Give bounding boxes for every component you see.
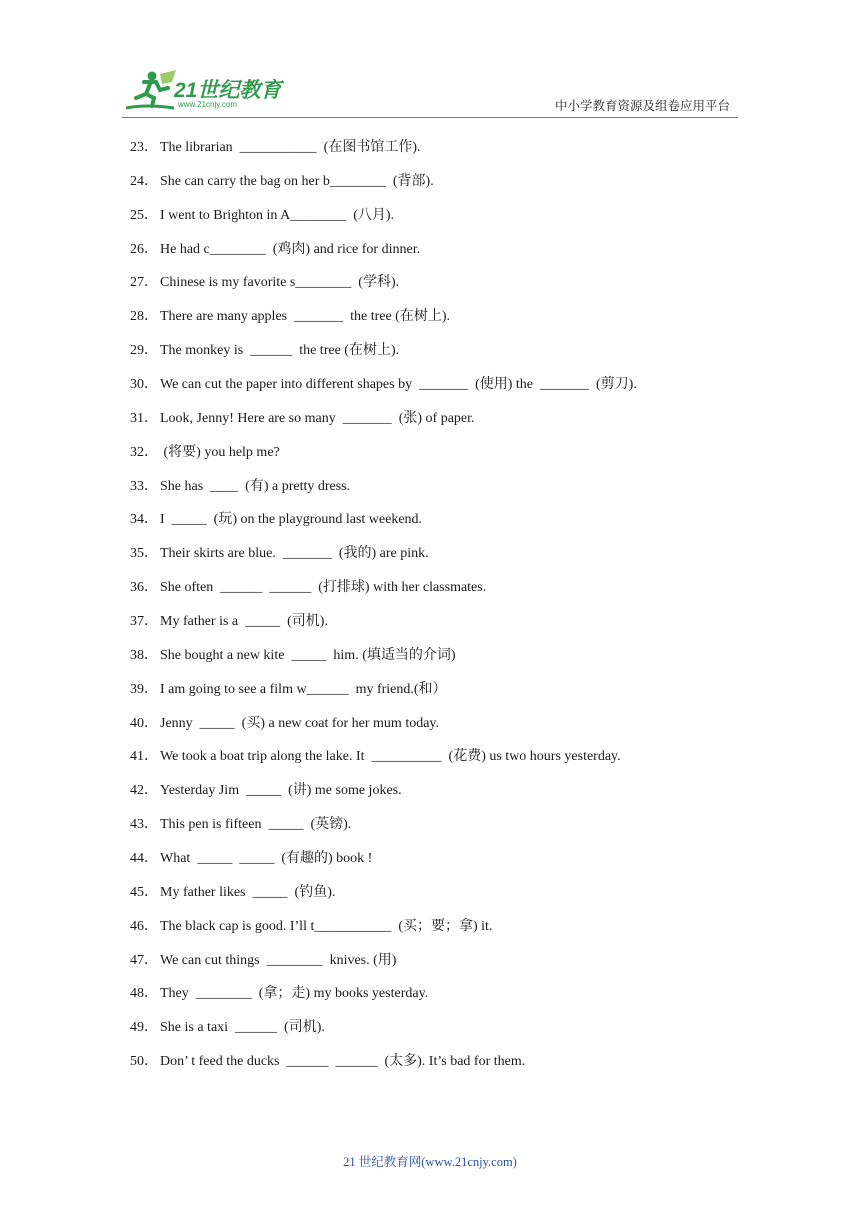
question-item bbox=[130, 876, 750, 910]
question-number: 35． bbox=[130, 546, 158, 562]
question-text: We can cut things ________ knives. (用) bbox=[160, 952, 397, 968]
question-item bbox=[130, 774, 750, 808]
question-text: Chinese is my favorite s________ (学科). bbox=[160, 275, 400, 291]
question-text: There are many apples _______ the tree (在树上). bbox=[160, 309, 451, 325]
question-number: 40． bbox=[130, 715, 158, 731]
question-item bbox=[130, 910, 750, 944]
question-number: 46． bbox=[130, 918, 158, 934]
question-text: She can carry the bag on her b________ (背部). bbox=[160, 173, 434, 189]
question-text: Don’ t feed the ducks ______ ______ (太多). It’s bad for them. bbox=[160, 1054, 526, 1070]
question-item bbox=[130, 944, 750, 978]
question-number: 42． bbox=[130, 783, 158, 799]
question-item bbox=[130, 977, 750, 1011]
logo-url: www.21cnjy.com bbox=[178, 100, 237, 109]
question-text: My father is a _____ (司机). bbox=[160, 614, 328, 630]
question-number: 31． bbox=[130, 410, 158, 426]
question-number: 33． bbox=[130, 478, 158, 494]
question-number: 43． bbox=[130, 817, 158, 833]
question-text: (将要) you help me? bbox=[160, 444, 280, 460]
question-text: We took a boat trip along the lake. It __________ (花费) us two hours yesterday. bbox=[160, 749, 621, 765]
question-number: 49． bbox=[130, 1020, 158, 1036]
question-item bbox=[130, 266, 750, 300]
question-number: 27． bbox=[130, 275, 158, 291]
question-number: 50． bbox=[130, 1054, 158, 1070]
question-number: 29． bbox=[130, 343, 158, 359]
question-text: She is a taxi ______ (司机). bbox=[160, 1020, 325, 1036]
question-text: The black cap is good. I’ll t___________ (买；要；拿) it. bbox=[160, 918, 493, 934]
question-text: She has ____ (有) a pretty dress. bbox=[160, 478, 351, 494]
question-text: We can cut the paper into different shapes by _______ (使用) the _______ (剪刀). bbox=[160, 377, 637, 393]
question-item bbox=[130, 165, 750, 199]
question-text: I _____ (玩) on the playground last weekend. bbox=[160, 512, 423, 528]
question-text: Their skirts are blue. _______ (我的) are pink. bbox=[160, 546, 429, 562]
question-number: 34． bbox=[130, 512, 158, 528]
question-number: 26． bbox=[130, 241, 158, 257]
platform-name: 中小学教育资源及组卷应用平台 bbox=[554, 98, 730, 113]
question-item bbox=[130, 402, 750, 436]
question-text: I went to Brighton in A________ (八月). bbox=[160, 207, 395, 223]
question-item bbox=[130, 233, 750, 267]
question-item bbox=[130, 808, 750, 842]
question-item bbox=[130, 503, 750, 537]
question-number: 23． bbox=[130, 140, 158, 155]
question-item bbox=[130, 537, 750, 571]
question-number: 48． bbox=[130, 986, 158, 1002]
question-item bbox=[130, 639, 750, 673]
question-text: The librarian ___________ (在图书馆工作). bbox=[160, 140, 421, 155]
page-footer bbox=[0, 1152, 860, 1170]
question-text: Yesterday Jim _____ (讲) me some jokes. bbox=[160, 783, 402, 799]
question-text: My father likes _____ (钓鱼). bbox=[160, 884, 336, 900]
question-number: 47． bbox=[130, 952, 158, 968]
question-number: 24． bbox=[130, 173, 158, 189]
question-text: The monkey is ______ the tree (在树上). bbox=[160, 343, 400, 359]
question-item bbox=[130, 1045, 750, 1079]
question-number: 38． bbox=[130, 647, 158, 663]
question-item bbox=[130, 470, 750, 504]
question-text: Jenny _____ (买) a new coat for her mum today. bbox=[160, 715, 440, 731]
question-text: She bought a new kite _____ him. (填适当的介词) bbox=[160, 647, 456, 663]
question-text: This pen is fifteen _____ (英镑). bbox=[160, 817, 352, 833]
question-text: I am going to see a film w______ my friend.(和） bbox=[160, 681, 447, 697]
question-list bbox=[130, 131, 750, 1079]
footer-link[interactable]: 21 世纪教育网(www.21cnjy.com) bbox=[343, 1155, 517, 1169]
question-item bbox=[130, 740, 750, 774]
question-text: What _____ _____ (有趣的) book ! bbox=[160, 851, 373, 867]
question-item bbox=[130, 605, 750, 639]
question-number: 37． bbox=[130, 614, 158, 630]
question-item bbox=[130, 300, 750, 334]
question-number: 45． bbox=[130, 884, 158, 900]
header-divider bbox=[122, 117, 738, 118]
question-number: 36． bbox=[130, 580, 158, 596]
logo bbox=[122, 68, 292, 116]
question-item bbox=[130, 334, 750, 368]
question-item bbox=[130, 571, 750, 605]
question-number: 30． bbox=[130, 377, 158, 393]
running-figure-logo-icon bbox=[122, 68, 182, 116]
question-item bbox=[130, 707, 750, 741]
question-item bbox=[130, 436, 750, 470]
question-text: Look, Jenny! Here are so many _______ (张) of paper. bbox=[160, 410, 475, 426]
question-number: 32． bbox=[130, 444, 158, 460]
question-item bbox=[130, 1011, 750, 1045]
question-number: 25． bbox=[130, 207, 158, 223]
question-number: 28． bbox=[130, 309, 158, 325]
question-item bbox=[130, 673, 750, 707]
question-text: She often ______ ______ (打排球) with her classmates. bbox=[160, 580, 487, 596]
question-number: 39． bbox=[130, 681, 158, 697]
page-header bbox=[0, 0, 860, 120]
question-item bbox=[130, 199, 750, 233]
question-number: 44． bbox=[130, 851, 158, 867]
question-text: He had c________ (鸡肉) and rice for dinner. bbox=[160, 241, 421, 257]
question-item bbox=[130, 131, 750, 165]
question-text: They ________ (拿；走) my books yesterday. bbox=[160, 986, 429, 1002]
logo-text: 21世纪教育 bbox=[174, 79, 282, 102]
question-number: 41． bbox=[130, 749, 158, 765]
question-item bbox=[130, 842, 750, 876]
question-item bbox=[130, 368, 750, 402]
